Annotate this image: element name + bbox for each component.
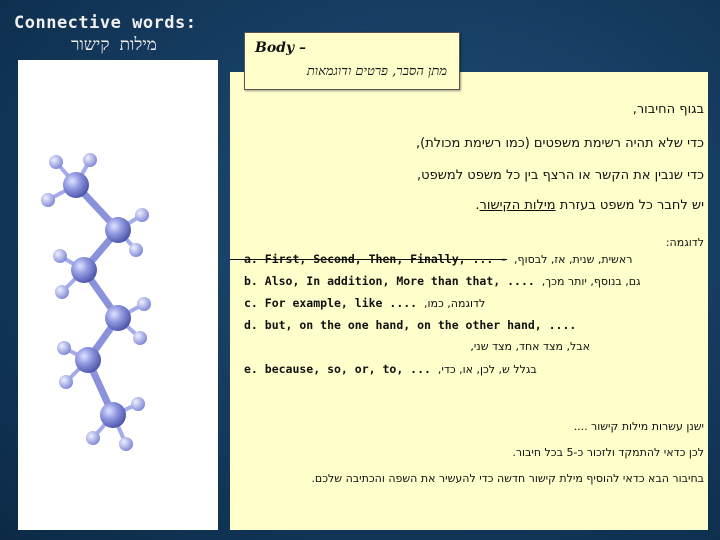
- slide-title-he: מילות קישור: [71, 35, 157, 55]
- molecule-icon: [18, 60, 218, 530]
- example-label: לדוגמה:: [665, 236, 704, 249]
- body-header-box: [244, 32, 460, 90]
- example-e: [244, 362, 537, 376]
- footer-line-3: בחיבור הבא כדאי להוסיף מילת קישור חדשה כדי להעשיר את השפה והכתיבה שלכם.: [311, 472, 704, 485]
- example-a-he: ראשית, שנית, אז, לבסוף,: [514, 253, 633, 266]
- connect-prefix: יש לחבר כל משפט בעזרת: [555, 198, 704, 213]
- body-header-en: Body –: [255, 40, 306, 56]
- body-line-1: בגוף החיבור,: [632, 102, 704, 117]
- molecule-image: [18, 60, 218, 530]
- example-b-he: גם, בנוסף, יותר מכך,: [541, 275, 641, 288]
- example-e-en: e. because, so, or, to, ...: [244, 362, 431, 376]
- example-c-he: לדוגמה, כמו,: [424, 297, 486, 310]
- body-line-3: כדי שנבין את הקשר או הרצף בין כל משפט למשפט,: [417, 168, 704, 183]
- example-b: [244, 274, 641, 288]
- example-c-en: c. For example, like ....: [244, 296, 418, 310]
- connect-suffix: .: [475, 198, 480, 213]
- example-d-he: אבל, מצד אחד, מצד שני,: [470, 340, 590, 353]
- example-a: [244, 252, 632, 266]
- slide-title-en: Connective words:: [14, 13, 197, 33]
- pointer-line: [230, 259, 244, 260]
- example-e-he: בגלל ש, לכן, או, כדי,: [437, 363, 537, 376]
- example-b-en: b. Also, In addition, More than that, ....: [244, 274, 535, 288]
- body-line-4: [475, 198, 704, 213]
- body-line-2: כדי שלא תהיה רשימת משפטים (כמו רשימת מכולת),: [415, 136, 704, 151]
- connect-underlined: מילות הקישור: [479, 198, 556, 213]
- example-c: [244, 296, 485, 310]
- footer-line-2: לכן כדאי להתמקד ולזכור כ-5 בכל חיבור.: [512, 446, 704, 459]
- body-header-he: מתן הסבר, פרטים ודוגמאות: [306, 64, 447, 79]
- footer-line-1: ישנן עשרות מילות קישור ....: [573, 420, 704, 433]
- example-d-en: d. but, on the one hand, on the other hand, ....: [244, 318, 577, 332]
- example-a-en: a. First, Second, Then, Finally, ... -: [244, 252, 508, 266]
- slide-title: [14, 12, 214, 56]
